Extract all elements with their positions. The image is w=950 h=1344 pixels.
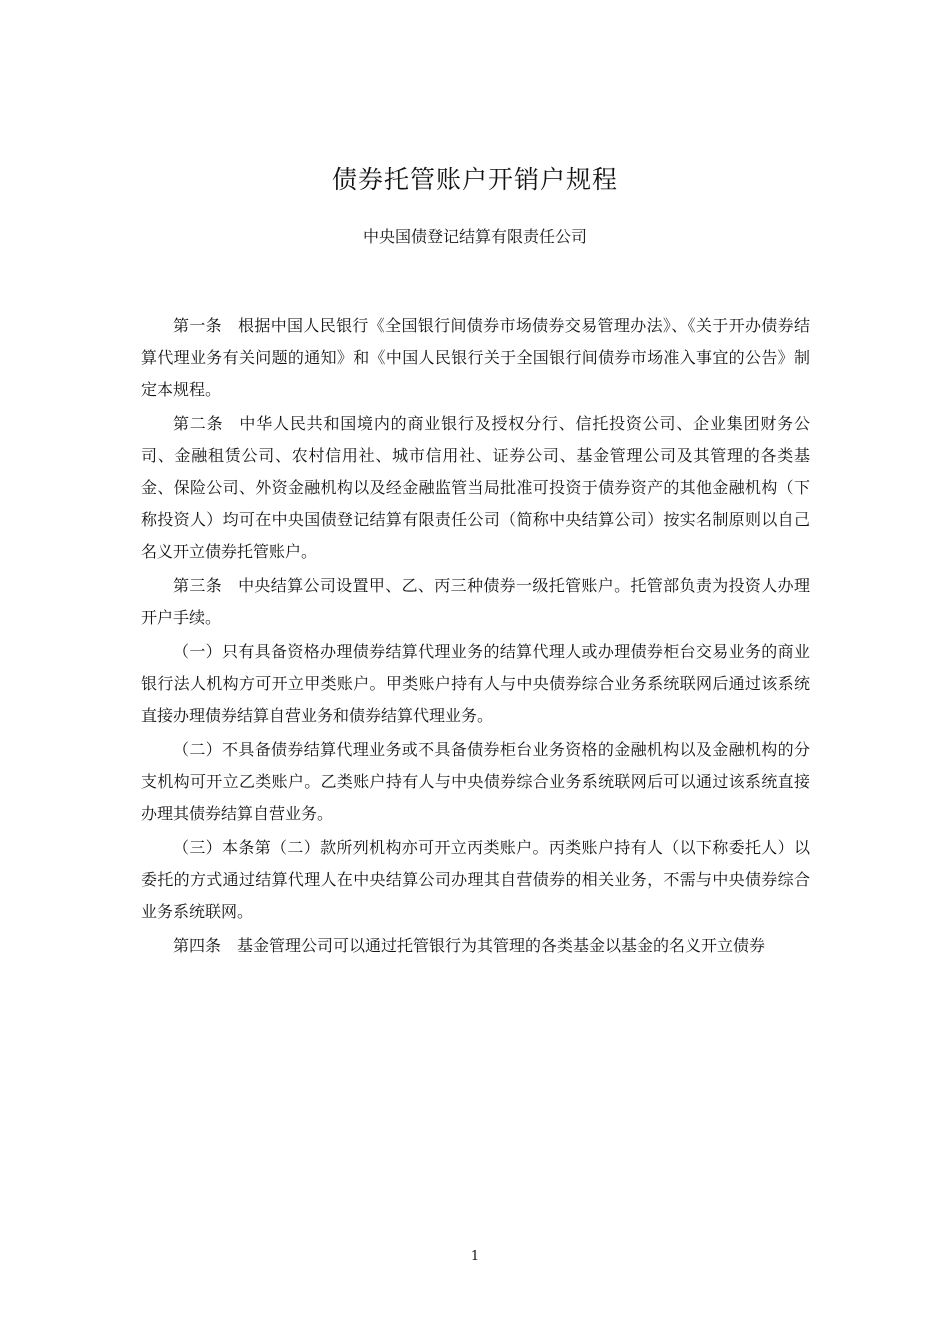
article-text: 中华人民共和国境内的商业银行及授权分行、信托投资公司、企业集团财务公司、金融租赁公司、农村信用社、城市信用社、证券公司、基金管理公司及其管理的各类基金、保险公司、外资金融机构以及经金融监管当局批准可投资于债券资产的其他金融机构（下称投资人）均可在中央国债登记结算有限责任公司（简称中央结算公司）按实名制原则以自己名义开立债券托管账户。 bbox=[141, 414, 810, 561]
article-paragraph bbox=[141, 930, 810, 962]
clause-paragraph bbox=[141, 734, 810, 830]
document-body bbox=[141, 310, 810, 964]
article-number: 第三条 bbox=[173, 576, 223, 595]
issuer-name: 中央国债登记结算有限责任公司 bbox=[362, 227, 587, 246]
article-paragraph bbox=[141, 570, 810, 634]
article-text: 中央结算公司设置甲、乙、丙三种债券一级托管账户。托管部负责为投资人办理开户手续。 bbox=[141, 576, 810, 627]
article-paragraph bbox=[141, 408, 810, 568]
article-text: 根据中国人民银行《全国银行间债券市场债券交易管理办法》、《关于开办债券结算代理业务有关问题的通知》和《中国人民银行关于全国银行间债券市场准入事宜的公告》制定本规程。 bbox=[141, 316, 810, 399]
article-text: 基金管理公司可以通过托管银行为其管理的各类基金以基金的名义开立债券 bbox=[237, 936, 766, 955]
clause-text: （一）只有具备资格办理债券结算代理业务的结算代理人或办理债券柜台交易业务的商业银行法人机构方可开立甲类账户。甲类账户持有人与中央债券综合业务系统联网后通过该系统直接办理债券结算自营业务和债券结算代理业务。 bbox=[141, 642, 810, 725]
clause-paragraph bbox=[141, 636, 810, 732]
clause-text: （三）本条第（二）款所列机构亦可开立丙类账户。丙类账户持有人（以下称委托人）以委托的方式通过结算代理人在中央结算公司办理其自营债券的相关业务，不需与中央债券综合业务系统联网。 bbox=[141, 838, 810, 921]
article-number: 第一条 bbox=[173, 316, 223, 335]
clause-text: （二）不具备债券结算代理业务或不具备债券柜台业务资格的金融机构以及金融机构的分支机构可开立乙类账户。乙类账户持有人与中央债券综合业务系统联网后可以通过该系统直接办理其债券结算自营业务。 bbox=[141, 740, 810, 823]
page-number: 1 bbox=[470, 1249, 480, 1264]
article-number: 第四条 bbox=[173, 936, 222, 955]
article-paragraph bbox=[141, 310, 810, 406]
clause-paragraph bbox=[141, 832, 810, 928]
article-number: 第二条 bbox=[173, 414, 224, 433]
document-title: 债券托管账户开销户规程 bbox=[331, 165, 618, 194]
